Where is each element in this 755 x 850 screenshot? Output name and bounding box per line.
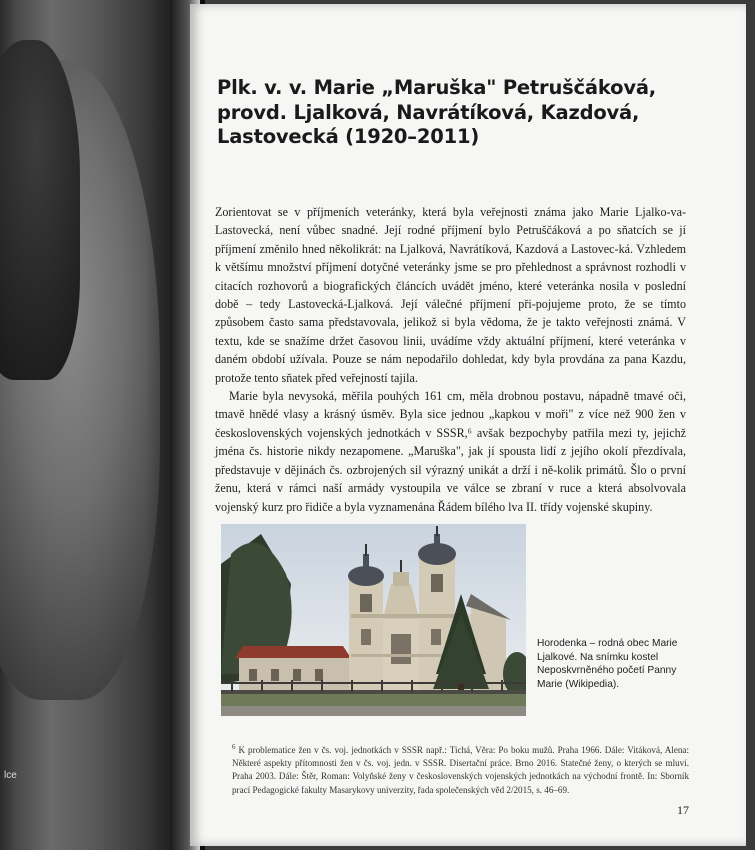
right-page [190,4,746,846]
paragraph: Marie byla nevysoká, měřila pouhých 161 cm, měla drobnou postavu, nápadně tmavé oči, tmavě hnědé vlasy a krásný úsměv. Byla sice jednou „kapkou v moři" z více než 900 žen v československých vojenských jednotkách v SSSR,⁶ avšak bezpochyby patřila mezi ty, jejichž jména čs. historie nikdy nezapomene. „Maruška", jak jí spousta lidí z jejího okolí přezdívala, představuje v dějinách čs. ozbrojených sil výrazný unikát a drží i ně-kolik primátů. Šlo o první ženu, která v rámci naší armády vystoupila ve válce se zbraní v ruce a která absolvovala vojenský kurz pro řidiče a byla vyznamenána Řádem bílého lva II. třídy vojenské skupiny. [215,389,686,514]
footnote-number: 6 [232,743,236,751]
body-text [215,203,686,516]
photo-caption: Horodenka – rodná obec Marie Ljalkové. Na snímku kostel Neposkvrněného početí Panny Marie (Wikipedia). [537,638,678,690]
left-page-caption-fragment: lce [4,770,17,781]
page-number: 17 [677,803,689,817]
footnote [232,741,689,797]
portrait-hair [0,40,80,380]
church-illustration [221,524,526,716]
church-photo [221,524,526,716]
footnote-text: K problematice žen v čs. voj. jednotkách v SSSR např.: Tichá, Věra: Po boku mužů. Praha 1966. Dále: Vitáková, Alena: Některé aspekty přítomnosti žen v čs. voj. jedn. v SSSR. Disertační práce. Brno 2016. Statečné ženy, o kterých se mluví. Praha 2003. Dále: Štěr, Roman: Volyňské ženy v československých vojenských jednotkách na východní frontě. In: Sborník prací Pedagogické fakulty Masarykovy univerzity, řada společenských věd 2/2015, s. 46–69. [232,745,689,795]
chapter-title: Plk. v. v. Marie „Maruška" Petruščáková, provd. Ljalková, Navrátíková, Kazdová, Lastovecká (1920–2011) [217,76,656,148]
paragraph: Zorientovat se v příjmeních veteránky, která byla veřejnosti známa jako Marie Ljalko-va-Lastovecká, není vůbec snadné. Její rodné příjmení bylo Petruščáková a po sňatcích se jí příjmení změnilo hned několikrát: na Ljalková, Navrátíková, Kazdová a Lastovec-ká. Vzhledem k většímu množství příjmení dotyčné veteránky jsme se pro přehlednost a správnost rozhodli v citacích rozhovorů a biografických článcích uvádět jméno, které veteránka nosila v poslední době – tedy Lastovecká-Ljalková. Její válečné příjmení při-pojujeme proto, že se tímto způsobem často sama představovala, jelikož si byla vědoma, že je takto veřejnosti známá. V textu, kde se snažíme držet časovou linii, uvádíme vždy aktuální příjmení, které veteránka v daném období užívala. Pouze se nám nepodařilo dohledat, kdy byla provdána za pana Kazdu, protože tento sňatek před veřejností tajila. [215,205,686,385]
